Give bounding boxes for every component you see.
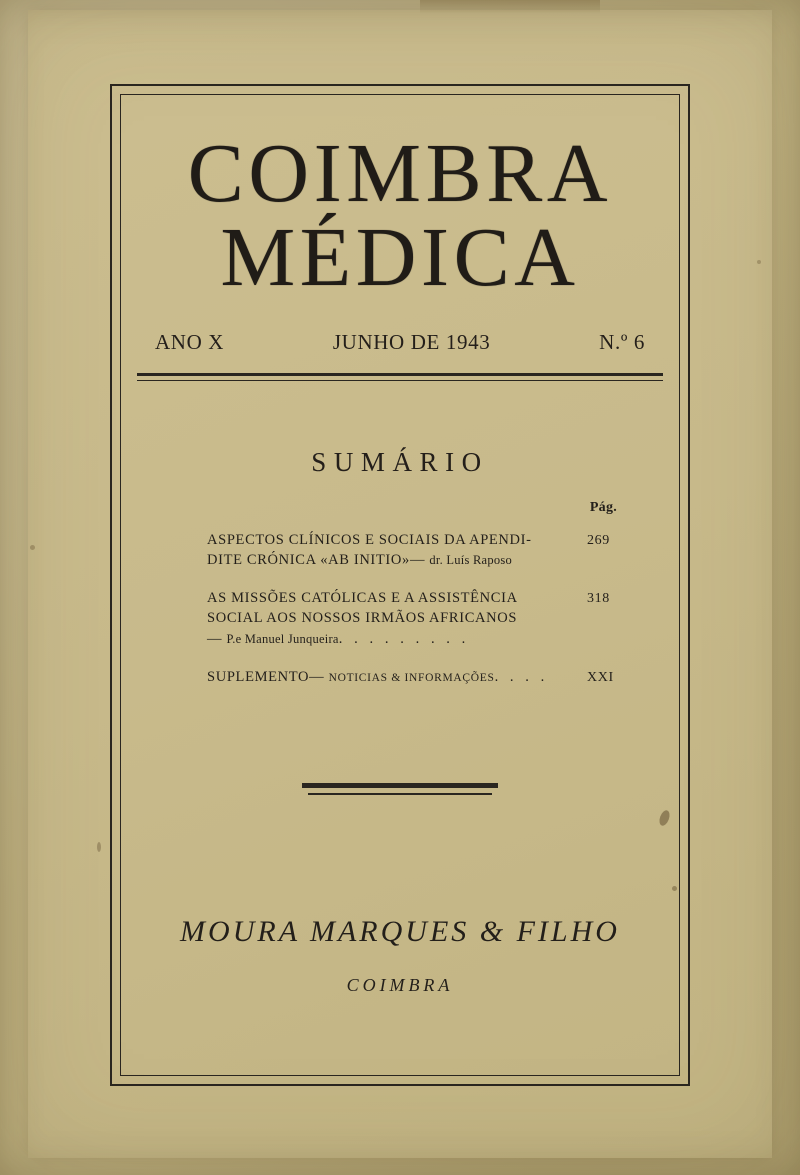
list-item[interactable]	[207, 667, 621, 688]
masthead-rules	[137, 373, 663, 381]
issue-line	[155, 330, 645, 355]
page-column-label: Pág.	[589, 499, 617, 515]
toc-page-number: 318	[587, 590, 610, 606]
toc-title-line-2: SOCIAL AOS NOSSOS IRMÃOS AFRICANOS	[207, 610, 518, 627]
ornament-rule-thick	[302, 783, 498, 788]
table-of-contents	[207, 530, 621, 688]
toc-title-line-2: DITE CRÓNICA «AB INITIO»	[207, 552, 410, 569]
list-item[interactable]	[207, 588, 621, 650]
rule-thin	[137, 380, 663, 381]
toc-separator: —	[207, 630, 227, 647]
toc-leader-dots: . . . .	[494, 668, 549, 685]
toc-entry-title	[207, 530, 587, 571]
toc-page-number: 269	[587, 532, 610, 548]
masthead	[121, 127, 679, 305]
toc-title-line-1: SUPLEMENTO	[207, 668, 310, 685]
toc-separator: —	[409, 552, 430, 569]
toc-title-line-1: ASPECTOS CLÍNICOS E SOCIAIS DA APENDI-	[207, 531, 532, 548]
cover-frame-inner	[120, 94, 680, 1076]
issue-year: ANO X	[155, 329, 225, 354]
publisher-name: MOURA MARQUES & FILHO	[180, 915, 620, 949]
toc-author: P.e Manuel Junqueira	[226, 631, 339, 646]
toc-title-line-1: AS MISSÕES CATÓLICAS E A ASSISTÊNCIA	[207, 589, 518, 606]
summary-heading: SUMÁRIO	[311, 446, 489, 477]
toc-author: NOTICIAS & INFORMAÇÕES	[328, 671, 495, 684]
toc-page-number: XXI	[587, 669, 614, 685]
issue-number: N.º 6	[599, 329, 645, 354]
list-item[interactable]	[207, 530, 621, 571]
toc-leader-dots: . . . . . . . . .	[338, 630, 470, 647]
journal-title-line-2: MÉDICA	[220, 211, 580, 305]
divider-ornament	[302, 783, 498, 795]
journal-title-line-1: COIMBRA	[187, 127, 613, 220]
publisher-city: COIMBRA	[346, 975, 454, 996]
cover-content	[121, 95, 679, 1075]
toc-entry-title	[207, 667, 587, 688]
cover-frame-outer	[110, 84, 690, 1086]
toc-entry-title	[207, 588, 587, 650]
toc-author: dr. Luís Raposo	[429, 553, 512, 568]
toc-separator: —	[309, 668, 329, 685]
issue-date: JUNHO DE 1943	[332, 329, 491, 354]
rule-thick	[137, 373, 663, 376]
ornament-rule-thin	[308, 793, 492, 795]
